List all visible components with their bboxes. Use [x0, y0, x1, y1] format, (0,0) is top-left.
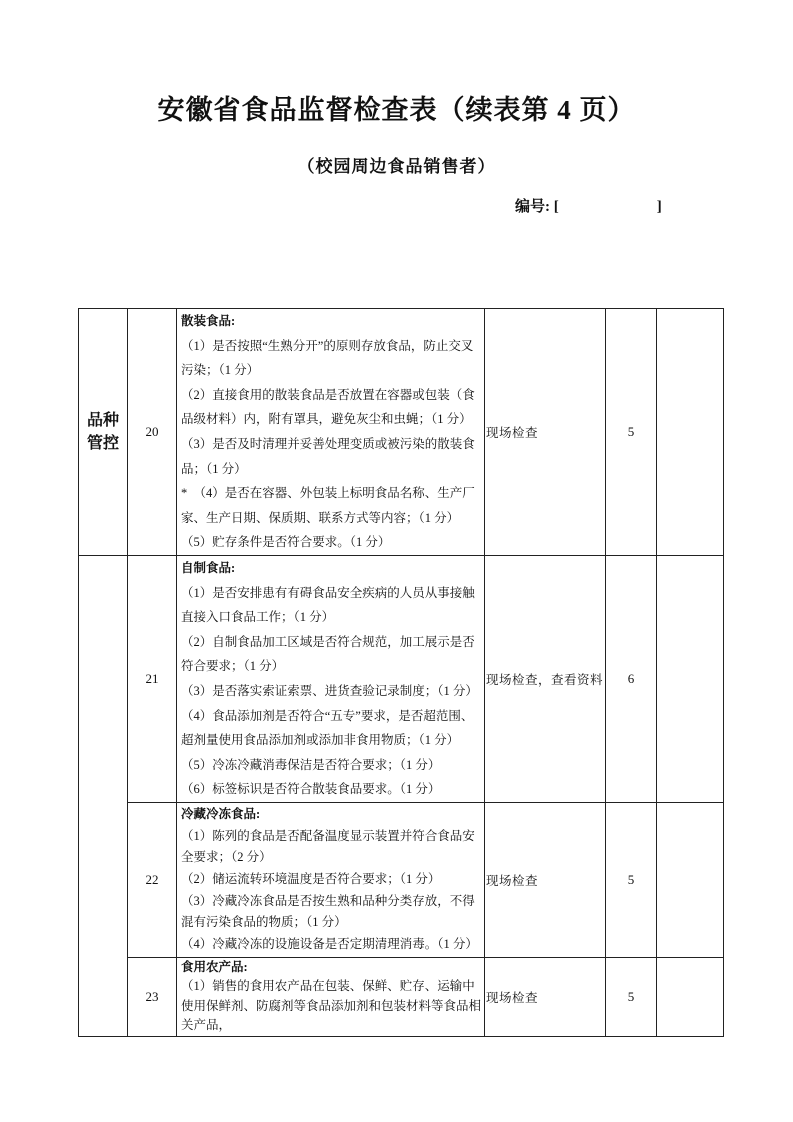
- check-item: （3）是否落实索证索票、进货查验记录制度；（1 分）: [181, 683, 478, 698]
- page-subtitle: （校园周边食品销售者）: [297, 157, 496, 176]
- score-cell: 5: [606, 802, 657, 957]
- method-cell: 现场检查: [485, 309, 606, 556]
- serial-bracket-close: ]: [656, 199, 662, 215]
- item-number-cell: 20: [128, 309, 177, 556]
- method-cell: 现场检查: [485, 957, 606, 1036]
- score-cell: 6: [606, 555, 657, 802]
- result-cell: [657, 802, 724, 957]
- item-group-heading: 自制食品:: [181, 560, 236, 575]
- check-item: （4）食品添加剂是否符合“五专”要求，是否超范围、超剂量使用食品添加剂或添加非食用物质；（1 分）: [181, 708, 474, 748]
- content-cell: [177, 957, 485, 1036]
- check-item: （2）储运流转环境温度是否符合要求；（1 分）: [181, 872, 441, 887]
- item-group-heading: 食用农产品:: [181, 959, 248, 974]
- check-item: （1）是否安排患有有碍食品安全疾病的人员从事接触直接入口食品工作；（1 分）: [181, 585, 475, 625]
- check-item: （5）冷冻冷藏消毒保洁是否符合要求；（1 分）: [181, 757, 441, 772]
- page-title: 安徽省食品监督检查表（续表第 4 页）: [157, 95, 636, 125]
- check-item: （4）冷藏冷冻的设施设备是否定期清理消毒。（1 分）: [181, 936, 478, 951]
- check-item: （1）陈列的食品是否配备温度显示装置并符合食品安全要求；（2 分）: [181, 828, 475, 865]
- method-cell: 现场检查，查看资料: [485, 555, 606, 802]
- table-row: [79, 555, 724, 802]
- score-cell: 5: [606, 957, 657, 1036]
- content-cell: [177, 802, 485, 957]
- check-item: （1）销售的食用农产品在包装、保鲜、贮存、运输中使用保鲜剂、防腐剂等食品添加剂和包装材料等食品相关产品，: [181, 979, 482, 1033]
- content-cell: [177, 555, 485, 802]
- category-cell-continued: [79, 555, 128, 1036]
- table-row: [79, 309, 724, 556]
- result-cell: [657, 309, 724, 556]
- serial-bracket-open: [: [553, 199, 559, 215]
- result-cell: [657, 555, 724, 802]
- item-group-heading: 冷藏冷冻食品:: [181, 807, 261, 822]
- check-item: （2）自制食品加工区域是否符合规范，加工展示是否符合要求；（1 分）: [181, 634, 475, 674]
- check-item: （2）直接食用的散装食品是否放置在容器或包装（食品级材料）内，附有罩具，避免灰尘和虫蝇；（1 分）: [181, 387, 475, 427]
- score-cell: 5: [606, 309, 657, 556]
- check-item: （5）贮存条件是否符合要求。（1 分）: [181, 535, 391, 550]
- content-cell: [177, 309, 485, 556]
- serial-label: 编号:: [515, 199, 554, 215]
- table-row: [79, 957, 724, 1036]
- item-number-cell: 21: [128, 555, 177, 802]
- item-number-cell: 23: [128, 957, 177, 1036]
- item-number-cell: 22: [128, 802, 177, 957]
- method-cell: 现场检查: [485, 802, 606, 957]
- serial-number-field: [515, 195, 662, 216]
- check-item: （3）冷藏冷冻食品是否按生熟和品种分类存放，不得混有污染食品的物质；（1 分）: [181, 893, 475, 930]
- category-cell: 品种管控: [79, 309, 128, 556]
- inspection-table: [78, 308, 724, 1037]
- item-group-heading: 散装食品:: [181, 314, 236, 328]
- check-item: （1）是否按照“生熟分开”的原则存放食品，防止交叉污染；（1 分）: [181, 338, 474, 378]
- check-item: （6）标签标识是否符合散装食品要求。（1 分）: [181, 782, 441, 797]
- table-row: [79, 802, 724, 957]
- check-item: （3）是否及时清理并妥善处理变质或被污染的散装食品；（1 分）: [181, 436, 475, 476]
- check-item: * （4）是否在容器、外包装上标明食品名称、生产厂家、生产日期、保质期、联系方式等内容；（1 分）: [181, 486, 475, 525]
- result-cell: [657, 957, 724, 1036]
